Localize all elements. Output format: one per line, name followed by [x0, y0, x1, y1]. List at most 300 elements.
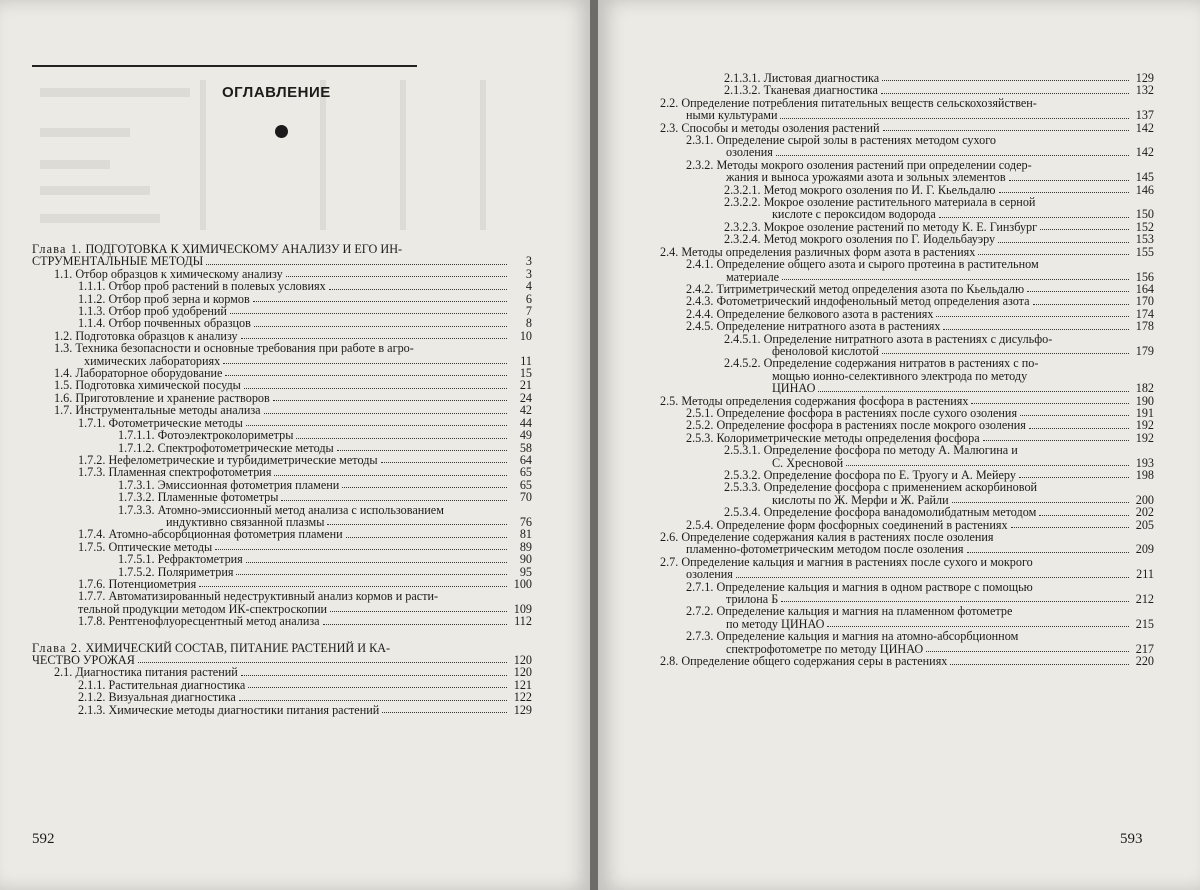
- entry-title: 1.7.3. Пламенная спектрофотометрия: [78, 465, 272, 480]
- toc-entry: [660, 196, 1154, 221]
- entry-title: трилона Б: [726, 592, 779, 607]
- entry-title: 2.3. Способы и методы озоления растений: [660, 120, 880, 135]
- entry-row: [78, 528, 532, 540]
- dot-leader: [323, 624, 507, 625]
- entry-title: 2.4.5. Определение нитратного азота в растениях: [686, 319, 941, 334]
- dot-leader: [978, 254, 1129, 255]
- entry-title: 2.8. Определение общего содержания серы в растениях: [660, 654, 948, 669]
- dot-leader: [1040, 229, 1129, 230]
- page-ref: 65: [519, 465, 532, 480]
- page-number-left: 592: [32, 831, 55, 847]
- dot-leader: [926, 651, 1129, 652]
- toc-entry: [32, 317, 532, 329]
- entry-title-line: 2.3.1. Определение сырой золы в растениях методом сухого: [686, 133, 997, 148]
- entry-title: 2.5. Методы определения содержания фосфора в растениях: [660, 393, 969, 408]
- dot-leader: [330, 611, 507, 612]
- page-ref: 193: [1135, 455, 1154, 470]
- entry-title-line: 2.2. Определение потребления питательных веществ сельскохозяйствен-: [660, 95, 1037, 110]
- dot-leader: [346, 537, 507, 538]
- entry-row: [724, 233, 1154, 245]
- page-ref: 3: [525, 254, 532, 269]
- dot-leader: [381, 462, 507, 463]
- page-ref: 142: [1135, 145, 1154, 160]
- toc-entry: [32, 704, 532, 716]
- dot-leader: [248, 687, 507, 688]
- page-ref: 155: [1135, 244, 1154, 259]
- toc-entry: [660, 84, 1154, 96]
- entry-title: С. Хресновой: [772, 455, 844, 470]
- toc-entry: [32, 491, 532, 503]
- entry-row: [724, 84, 1154, 96]
- page-ref: 7: [525, 304, 532, 319]
- page-ref: 174: [1135, 306, 1154, 321]
- page-ref: 81: [519, 527, 532, 542]
- dot-leader: [983, 440, 1129, 441]
- page-ref: 152: [1135, 219, 1154, 234]
- page-ref: 178: [1135, 319, 1154, 334]
- toc-entry: [660, 444, 1154, 469]
- entry-title: 2.5.4. Определение форм фосфорных соединений в растениях: [686, 517, 1008, 532]
- entry-title: 2.1.3. Химические методы диагностики питания растений: [78, 702, 380, 717]
- entry-title: кислоты по Ж. Мерфи и Ж. Райли: [772, 492, 949, 507]
- toc-entry: [32, 280, 532, 292]
- page-ref: 24: [519, 390, 532, 405]
- page-ref: 198: [1135, 468, 1154, 482]
- bleed-through-mark: [40, 88, 190, 97]
- dot-leader: [846, 465, 1129, 466]
- entry-title-line: 2.3.2.2. Мокрое озоление растительного материала в серной: [724, 195, 1036, 210]
- dot-leader: [274, 475, 507, 476]
- entry-title: 1.7.1.1. Фотоэлектроколориметры: [118, 428, 294, 443]
- entry-title: 2.4.4. Определение белкового азота в растениях: [686, 306, 934, 321]
- entry-title: тельной продукции методом ИК-спектроскопии: [78, 601, 328, 616]
- contents-heading: ОГЛАВЛЕНИЕ: [222, 84, 331, 101]
- entry-title: 1.7.6. Потенциометрия: [78, 576, 197, 591]
- dot-leader: [273, 400, 507, 401]
- dot-leader: [253, 301, 507, 302]
- dot-leader: [882, 80, 1129, 81]
- entry-title: 2.5.3. Колориметрические методы определения фосфора: [686, 430, 980, 445]
- page-ref: 120: [513, 653, 532, 667]
- page-ref: 190: [1135, 393, 1154, 408]
- page-ref: 44: [519, 415, 532, 430]
- dot-leader: [382, 712, 507, 713]
- dot-leader: [230, 313, 507, 314]
- chapter-title-cont: ЧЕСТВО УРОЖАЯ: [32, 653, 135, 667]
- page-ref: 6: [525, 291, 532, 306]
- page-ref: 202: [1135, 505, 1154, 520]
- dot-leader: [246, 562, 507, 563]
- toc-entry: [32, 479, 532, 491]
- toc-entry: [32, 590, 532, 615]
- dot-leader: [882, 353, 1129, 354]
- entry-title: 1.1. Отбор образцов к химическому анализу: [54, 266, 283, 281]
- entry-title: 1.1.3. Отбор проб удобрений: [78, 304, 227, 319]
- page-ref: 58: [519, 440, 532, 455]
- toc-right-column: [660, 72, 1154, 668]
- dot-leader: [239, 700, 507, 701]
- page-ref: 89: [519, 539, 532, 554]
- page-ref: 192: [1135, 418, 1154, 433]
- page-ref: 205: [1135, 517, 1154, 532]
- bleed-through-mark: [480, 80, 486, 230]
- page-ref: 90: [519, 552, 532, 567]
- page-ref: 95: [519, 564, 532, 579]
- dot-leader: [881, 93, 1129, 94]
- page-ref: 42: [519, 403, 532, 418]
- entry-row: [78, 691, 532, 703]
- toc-entry: [32, 691, 532, 703]
- dot-leader: [999, 192, 1129, 193]
- dot-leader: [286, 276, 507, 277]
- page-ref: 3: [525, 266, 532, 281]
- entry-title-line: 2.3.2. Методы мокрого озоления растений при определении содер-: [686, 157, 1032, 172]
- entry-title: 1.7.2. Нефелометрические и турбидиметрические методы: [78, 452, 378, 467]
- entry-title: 1.7.1.2. Спектрофотометрические методы: [118, 440, 334, 455]
- bullet-mark: [275, 125, 288, 138]
- dot-leader: [780, 118, 1129, 119]
- chapter-entry: [32, 642, 532, 667]
- page-ref: 209: [1135, 542, 1154, 557]
- entry-title: 1.1.1. Отбор проб растений в полевых условиях: [78, 279, 326, 294]
- toc-entry: [32, 342, 532, 367]
- entry-title: 2.1. Диагностика питания растений: [54, 665, 238, 680]
- entry-title: химических лабораториях: [84, 353, 221, 368]
- dot-leader: [138, 662, 507, 663]
- toc-entry: [660, 320, 1154, 332]
- dot-leader: [244, 388, 507, 389]
- dot-leader: [236, 574, 507, 575]
- dot-leader: [1019, 477, 1129, 478]
- entry-row: [54, 666, 532, 678]
- dot-leader: [776, 155, 1129, 156]
- entry-title-line: 2.6. Определение содержания калия в растениях после озоления: [660, 530, 994, 545]
- dot-leader: [1009, 180, 1129, 181]
- dot-leader: [241, 675, 507, 676]
- dot-leader: [225, 375, 507, 376]
- page-ref: 212: [1135, 592, 1154, 607]
- dot-leader: [1011, 527, 1129, 528]
- dot-leader: [1039, 515, 1129, 516]
- bleed-through-mark: [40, 186, 150, 195]
- page-ref: 70: [519, 490, 532, 505]
- entry-row: [660, 655, 1154, 667]
- chapter-label: Глава 2.: [32, 640, 83, 655]
- bleed-through-mark: [40, 160, 110, 169]
- chapter-title-line: [32, 255, 532, 267]
- toc-entry: [660, 357, 1154, 394]
- toc-entry: [32, 541, 532, 553]
- bleed-through-mark: [40, 214, 160, 223]
- entry-row: [660, 568, 1154, 580]
- toc-entry: [660, 333, 1154, 358]
- entry-row: [724, 208, 1154, 220]
- entry-row: [54, 379, 532, 391]
- page-ref: 179: [1135, 343, 1154, 358]
- entry-title: 1.7.4. Атомно-абсорбционная фотометрия пламени: [78, 527, 343, 542]
- entry-title: 2.1.3.1. Листовая диагностика: [724, 71, 880, 85]
- entry-row: [118, 429, 532, 441]
- page-ref: 142: [1135, 120, 1154, 135]
- toc-entry: [660, 159, 1154, 184]
- chapter-title-line: [32, 654, 532, 666]
- dot-leader: [939, 217, 1129, 218]
- dot-leader: [327, 524, 507, 525]
- entry-title-line: 1.3. Техника безопасности и основные требования при работе в агро-: [54, 341, 414, 356]
- entry-title-line: 1.7.7. Автоматизированный недеструктивный анализ кормов и расти-: [78, 589, 439, 604]
- entry-title: 1.7.3.1. Эмиссионная фотометрия пламени: [118, 477, 340, 492]
- page-ref: 64: [519, 452, 532, 467]
- page-ref: 129: [1135, 71, 1154, 85]
- entry-title: 2.5.1. Определение фосфора в растениях после сухого озоления: [686, 405, 1018, 420]
- entry-row: [686, 171, 1154, 183]
- entry-row: [660, 543, 1154, 555]
- entry-title: 1.7.5.1. Рефрактометрия: [118, 552, 243, 567]
- toc-entry: [660, 295, 1154, 307]
- page-ref: 4: [525, 279, 532, 294]
- page-ref: 211: [1136, 567, 1154, 582]
- page-ref: 65: [519, 477, 532, 492]
- page-ref: 129: [513, 702, 532, 717]
- dot-leader: [1027, 291, 1129, 292]
- page-ref: 156: [1135, 269, 1154, 284]
- toc-entry: [32, 429, 532, 441]
- toc-entry: [32, 666, 532, 678]
- toc-entry: [660, 481, 1154, 506]
- left-page: [0, 0, 592, 890]
- entry-title-line: 2.7.1. Определение кальция и магния в одном растворе с помощью: [686, 579, 1033, 594]
- dot-leader: [883, 130, 1129, 131]
- toc-entry: [32, 404, 532, 416]
- entry-title: 1.7.8. Рентгенофлуоресцентный метод анализа: [78, 614, 320, 629]
- entry-title: индуктивно связанной плазмы: [166, 514, 325, 529]
- dot-leader: [296, 438, 507, 439]
- dot-leader: [337, 450, 507, 451]
- entry-row: [78, 317, 532, 329]
- entry-title: 1.6. Приготовление и хранение растворов: [54, 390, 270, 405]
- dot-leader: [223, 363, 507, 364]
- toc-entry: [660, 258, 1154, 283]
- entry-title: 2.1.2. Визуальная диагностика: [78, 690, 236, 705]
- dot-leader: [818, 391, 1129, 392]
- dot-leader: [950, 664, 1129, 665]
- toc-entry: [32, 504, 532, 529]
- dot-leader: [1020, 415, 1129, 416]
- entry-title-line: мощью ионно-селективного электрода по методу: [772, 368, 1028, 383]
- entry-title: 1.1.2. Отбор проб зерна и кормов: [78, 291, 250, 306]
- entry-row: [78, 466, 532, 478]
- toc-entry: [660, 531, 1154, 556]
- page-ref: 112: [514, 614, 532, 629]
- dot-leader: [782, 279, 1129, 280]
- entry-title-line: 2.5.3.1. Определение фосфора по методу А. Малюгина и: [724, 443, 1018, 458]
- entry-title: 2.1.1. Растительная диагностика: [78, 677, 246, 692]
- entry-row: [54, 404, 532, 416]
- entry-row: [118, 553, 532, 565]
- entry-title: 1.1.4. Отбор почвенных образцов: [78, 316, 251, 331]
- dot-leader: [342, 487, 507, 488]
- toc-left-column: [32, 243, 532, 716]
- dot-leader: [998, 242, 1129, 243]
- dot-leader: [329, 289, 507, 290]
- page-ref: 200: [1135, 492, 1154, 507]
- entry-title: кислоте с пероксидом водорода: [772, 207, 936, 222]
- dot-leader: [215, 549, 507, 550]
- entry-title: материале: [726, 269, 780, 284]
- entry-title: 1.7.5.2. Поляриметрия: [118, 564, 234, 579]
- entry-row: [724, 506, 1154, 518]
- entry-title: 2.3.2.1. Метод мокрого озоления по И. Г. Кьельдалю: [724, 182, 996, 197]
- entry-title-line: 2.4.5.2. Определение содержания нитратов в растениях с по-: [724, 356, 1039, 371]
- page-ref: 100: [513, 576, 532, 591]
- dot-leader: [781, 601, 1129, 602]
- page-ref: 217: [1135, 641, 1154, 656]
- entry-title: феноловой кислотой: [772, 343, 879, 358]
- toc-entry: [32, 553, 532, 565]
- dot-leader: [952, 502, 1129, 503]
- entry-title: 2.5.3.2. Определение фосфора по Е. Труогу и А. Мейеру: [724, 468, 1016, 482]
- page-ref: 182: [1135, 381, 1154, 396]
- entry-title: 2.3.2.4. Метод мокрого озоления по Г. Иодельбауэру: [724, 232, 996, 247]
- toc-entry: [32, 379, 532, 391]
- page-ref: 220: [1135, 654, 1154, 669]
- dot-leader: [943, 329, 1129, 330]
- dot-leader: [1029, 428, 1129, 429]
- entry-title: 1.5. Подготовка химической посуды: [54, 378, 241, 393]
- entry-title-line: 2.7. Определение кальция и магния в растениях после сухого и мокрого: [660, 554, 1033, 569]
- toc-entry: [660, 630, 1154, 655]
- dot-leader: [736, 577, 1129, 578]
- entry-title: 1.7.5. Оптические методы: [78, 539, 213, 554]
- chapter-entry: [32, 243, 532, 268]
- toc-entry: [32, 466, 532, 478]
- page-ref: 146: [1135, 182, 1154, 197]
- dot-leader: [241, 338, 507, 339]
- entry-title: 2.3.2.3. Мокрое озоление растений по методу К. Е. Гинзбург: [724, 219, 1038, 234]
- toc-entry: [660, 655, 1154, 667]
- entry-title: 1.4. Лабораторное оборудование: [54, 366, 223, 381]
- page-ref: 15: [519, 366, 532, 381]
- page-ref: 76: [519, 514, 532, 529]
- dot-leader: [264, 413, 507, 414]
- page-ref: 21: [519, 378, 532, 393]
- page-ref: 109: [513, 601, 532, 616]
- page-ref: 164: [1135, 281, 1154, 296]
- page-ref: 49: [519, 428, 532, 443]
- dot-leader: [1033, 304, 1129, 305]
- right-page: [598, 0, 1200, 890]
- entry-title-line: 2.5.3.3. Определение фосфора с применением аскорбиновой: [724, 480, 1038, 495]
- entry-row: [686, 295, 1154, 307]
- page-ref: 145: [1135, 170, 1154, 185]
- entry-title-line: 2.4.1. Определение общего азота и сырого протеина в растительном: [686, 257, 1039, 272]
- page-ref: 153: [1135, 232, 1154, 247]
- entry-title: озоления: [726, 145, 773, 160]
- toc-entry: [660, 97, 1154, 122]
- entry-title: пламенно-фотометрическим методом после озоления: [686, 542, 964, 557]
- entry-title-line: 1.7.3.3. Атомно-эмиссионный метод анализа с использованием: [118, 502, 444, 517]
- toc-entry: [660, 556, 1154, 581]
- page-ref: 11: [520, 353, 532, 368]
- bleed-through-mark: [200, 80, 206, 230]
- page-ref: 215: [1135, 616, 1154, 631]
- bleed-through-mark: [400, 80, 406, 230]
- chapter-title: ХИМИЧЕСКИЙ СОСТАВ, ПИТАНИЕ РАСТЕНИЙ И КА-: [85, 640, 391, 655]
- entry-title: ными культурами: [686, 108, 778, 123]
- chapter-label: Глава 1.: [32, 242, 83, 256]
- entry-title: по методу ЦИНАО: [726, 616, 825, 631]
- page-ref: 8: [525, 316, 532, 331]
- entry-row: [660, 109, 1154, 121]
- entry-title: спектрофотометре по методу ЦИНАО: [726, 641, 924, 656]
- toc-entry: [660, 581, 1154, 606]
- entry-title: 2.5.2. Определение фосфора в растениях после мокрого озоления: [686, 418, 1026, 433]
- toc-entry: [32, 528, 532, 540]
- entry-title: 2.4. Методы определения различных форм азота в растениях: [660, 244, 976, 259]
- entry-title-line: 2.4.5.1. Определение нитратного азота в растениях с дисульфо-: [724, 331, 1053, 346]
- entry-title: 2.4.2. Титриметрический метод определения азота по Кьельдалю: [686, 281, 1025, 296]
- entry-title: 1.7.3.2. Пламенные фотометры: [118, 490, 279, 505]
- dot-leader: [971, 403, 1129, 404]
- entry-row: [686, 419, 1154, 431]
- entry-row: [78, 704, 532, 716]
- page-ref: 121: [513, 677, 532, 692]
- entry-row: [686, 320, 1154, 332]
- page-ref: 192: [1135, 430, 1154, 445]
- toc-entry: [660, 506, 1154, 518]
- chapter-title-cont: СТРУМЕНТАЛЬНЫЕ МЕТОДЫ: [32, 254, 204, 269]
- entry-title: 2.1.3.2. Тканевая диагностика: [724, 83, 878, 98]
- page-number-right: 593: [1120, 831, 1143, 847]
- entry-title: 1.7.1. Фотометрические методы: [78, 415, 243, 430]
- dot-leader: [281, 500, 507, 501]
- entry-title: 2.4.3. Фотометрический индофенольный метод определения азота: [686, 294, 1030, 309]
- bleed-through-mark: [40, 128, 130, 137]
- entry-title: 1.2. Подготовка образцов к анализу: [54, 328, 238, 343]
- entry-title-line: 2.7.2. Определение кальция и магния на пламенном фотометре: [686, 604, 1013, 619]
- page-ref: 132: [1135, 83, 1154, 98]
- page-ref: 120: [513, 665, 532, 680]
- toc-entry: [660, 233, 1154, 245]
- entry-title: 2.5.3.4. Определение фосфора ванадомолибдатным методом: [724, 505, 1037, 520]
- entry-title: 1.7. Инструментальные методы анализа: [54, 403, 261, 418]
- page-ref: 122: [513, 690, 532, 705]
- bleed-through-mark: [320, 80, 326, 230]
- page-ref: 137: [1135, 108, 1154, 123]
- dot-leader: [827, 626, 1129, 627]
- dot-leader: [936, 316, 1129, 317]
- toc-entry: [32, 615, 532, 627]
- dot-leader: [967, 552, 1130, 553]
- toc-entry: [660, 605, 1154, 630]
- page-ref: 10: [519, 328, 532, 343]
- entry-row: [724, 382, 1154, 394]
- toc-entry: [660, 134, 1154, 159]
- dot-leader: [254, 326, 507, 327]
- entry-title: озоления: [686, 567, 733, 582]
- entry-row: [686, 146, 1154, 158]
- entry-title: жания и выноса урожаями азота и зольных элементов: [726, 170, 1006, 185]
- entry-row: [78, 615, 532, 627]
- entry-title-line: 2.7.3. Определение кальция и магния на атомно-абсорбционном: [686, 629, 1019, 644]
- chapter-title: ПОДГОТОВКА К ХИМИЧЕСКОМУ АНАЛИЗУ И ЕГО ИН-: [85, 242, 403, 256]
- page-ref: 191: [1135, 405, 1154, 420]
- dot-leader: [206, 264, 507, 265]
- page-ref: 170: [1135, 294, 1154, 309]
- page-ref: 150: [1135, 207, 1154, 222]
- dot-leader: [246, 425, 507, 426]
- top-rule: [32, 65, 417, 67]
